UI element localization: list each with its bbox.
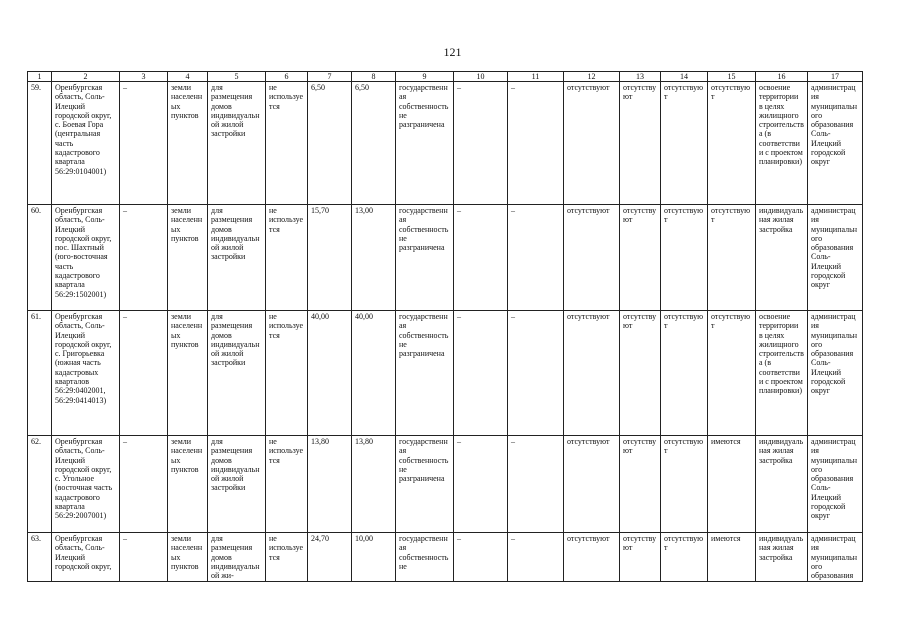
purpose-cell: индивидуальная жилая застройка — [756, 533, 808, 582]
purpose-cell: освоение территории в целях жилищного строительства (в соответствии с проектом планировки) — [756, 311, 808, 436]
authority-cell: администрация муниципального образования Соль-Илецкий городской округ — [808, 82, 863, 205]
table-cell: – — [454, 311, 508, 436]
page-number: 121 — [443, 45, 462, 59]
column-header: 17 — [808, 72, 863, 82]
purpose-cell: индивидуальная жилая застройка — [756, 436, 808, 533]
permitted-use-cell: для размещения домов индивидуальной жилой застройки — [208, 82, 266, 205]
usage-cell: не используется — [266, 205, 308, 311]
land-category-cell: земли населенных пунктов — [168, 82, 208, 205]
land-category-cell: земли населенных пунктов — [168, 205, 208, 311]
authority-cell: администрация муниципального образования Соль-Илецкий городской округ — [808, 311, 863, 436]
table-cell: – — [120, 82, 168, 205]
table-cell: отсутствуют — [620, 205, 661, 311]
table-cell: – — [454, 82, 508, 205]
column-header: 13 — [620, 72, 661, 82]
ownership-cell: государственная собственность не разграничена — [396, 82, 454, 205]
table-row — [28, 82, 863, 205]
authority-cell: администрация муниципального образования — [808, 533, 863, 582]
table-cell: отсутствуют — [661, 311, 708, 436]
column-header: 1 — [28, 72, 52, 82]
table-cell: отсутствуют — [661, 205, 708, 311]
usage-cell: не используется — [266, 82, 308, 205]
purpose-cell: индивидуальная жилая застройка — [756, 205, 808, 311]
area-total-cell: 24,70 — [308, 533, 352, 582]
table-cell: – — [120, 436, 168, 533]
location-cell: Оренбургская область, Соль-Илецкий городской округ, с. Григорьевка (южная часть кадастровых кварталов 56:29:0402001, 56:29:0414013) — [52, 311, 120, 436]
table-cell: – — [508, 311, 564, 436]
table-cell: отсутствуют — [564, 82, 620, 205]
area-cell: 13,00 — [352, 205, 396, 311]
location-cell: Оренбургская область, Соль-Илецкий городской округ, с. Боевая Гора (центральная часть кадастрового квартала 56:29:0104001) — [52, 82, 120, 205]
area-cell: 6,50 — [352, 82, 396, 205]
row-number: 62. — [28, 436, 52, 533]
table-cell: – — [508, 533, 564, 582]
table-row — [28, 205, 863, 311]
table-cell: – — [508, 436, 564, 533]
table-cell: имеются — [708, 533, 756, 582]
land-category-cell: земли населенных пунктов — [168, 533, 208, 582]
table-cell: отсутствуют — [661, 436, 708, 533]
land-category-cell: земли населенных пунктов — [168, 311, 208, 436]
column-header: 14 — [661, 72, 708, 82]
ownership-cell: государственная собственность не разграничена — [396, 205, 454, 311]
authority-cell: администрация муниципального образования Соль-Илецкий городской округ — [808, 436, 863, 533]
table-cell: – — [508, 205, 564, 311]
row-number: 60. — [28, 205, 52, 311]
table-row — [28, 311, 863, 436]
area-cell: 40,00 — [352, 311, 396, 436]
table-row — [28, 533, 863, 582]
column-header: 8 — [352, 72, 396, 82]
usage-cell: не используется — [266, 533, 308, 582]
permitted-use-cell: для размещения домов индивидуальной жи- — [208, 533, 266, 582]
column-header: 4 — [168, 72, 208, 82]
table-cell: отсутствуют — [564, 533, 620, 582]
area-cell: 13,80 — [352, 436, 396, 533]
land-plots-table — [27, 71, 863, 582]
column-header: 12 — [564, 72, 620, 82]
table-cell: – — [508, 82, 564, 205]
table-cell: отсутствуют — [564, 205, 620, 311]
column-header: 11 — [508, 72, 564, 82]
ownership-cell: государственная собственность не разграничена — [396, 311, 454, 436]
location-cell: Оренбургская область, Соль-Илецкий городской округ, — [52, 533, 120, 582]
land-category-cell: земли населенных пунктов — [168, 436, 208, 533]
permitted-use-cell: для размещения домов индивидуальной жилой застройки — [208, 205, 266, 311]
column-header: 9 — [396, 72, 454, 82]
location-cell: Оренбургская область, Соль-Илецкий городской округ, с. Угольное (восточная часть кадастрового квартала 56:29:2007001) — [52, 436, 120, 533]
column-header: 16 — [756, 72, 808, 82]
table-cell: отсутствуют — [620, 311, 661, 436]
table-cell: отсутствуют — [564, 311, 620, 436]
table-cell: отсутствуют — [620, 436, 661, 533]
column-header: 6 — [266, 72, 308, 82]
table-cell: отсутствуют — [708, 311, 756, 436]
table-cell: отсутствуют — [661, 533, 708, 582]
column-header: 15 — [708, 72, 756, 82]
area-total-cell: 40,00 — [308, 311, 352, 436]
authority-cell: администрация муниципального образования Соль-Илецкий городской округ — [808, 205, 863, 311]
location-cell: Оренбургская область, Соль-Илецкий городской округ, пос. Шахтный (юго-восточная часть кадастрового квартала 56:29:1502001) — [52, 205, 120, 311]
table-cell: отсутствуют — [708, 82, 756, 205]
table-cell: – — [120, 311, 168, 436]
table-row — [28, 436, 863, 533]
column-number-row — [28, 72, 863, 82]
area-total-cell: 15,70 — [308, 205, 352, 311]
ownership-cell: государственная собственность не — [396, 533, 454, 582]
table-cell: отсутствуют — [620, 533, 661, 582]
table-cell: отсутствуют — [620, 82, 661, 205]
table-cell: – — [120, 205, 168, 311]
ownership-cell: государственная собственность не разграничена — [396, 436, 454, 533]
purpose-cell: освоение территории в целях жилищного строительства (в соответствии с проектом планировки) — [756, 82, 808, 205]
table-cell: имеются — [708, 436, 756, 533]
area-total-cell: 13,80 — [308, 436, 352, 533]
permitted-use-cell: для размещения домов индивидуальной жилой застройки — [208, 311, 266, 436]
column-header: 7 — [308, 72, 352, 82]
usage-cell: не используется — [266, 311, 308, 436]
column-header: 3 — [120, 72, 168, 82]
table-cell: отсутствуют — [564, 436, 620, 533]
usage-cell: не используется — [266, 436, 308, 533]
table-cell: – — [120, 533, 168, 582]
permitted-use-cell: для размещения домов индивидуальной жилой застройки — [208, 436, 266, 533]
column-header: 2 — [52, 72, 120, 82]
row-number: 61. — [28, 311, 52, 436]
area-total-cell: 6,50 — [308, 82, 352, 205]
row-number: 63. — [28, 533, 52, 582]
area-cell: 10,00 — [352, 533, 396, 582]
table-cell: отсутствуют — [708, 205, 756, 311]
row-number: 59. — [28, 82, 52, 205]
table-cell: – — [454, 436, 508, 533]
table-cell: – — [454, 533, 508, 582]
table-cell: – — [454, 205, 508, 311]
column-header: 10 — [454, 72, 508, 82]
table-cell: отсутствуют — [661, 82, 708, 205]
column-header: 5 — [208, 72, 266, 82]
